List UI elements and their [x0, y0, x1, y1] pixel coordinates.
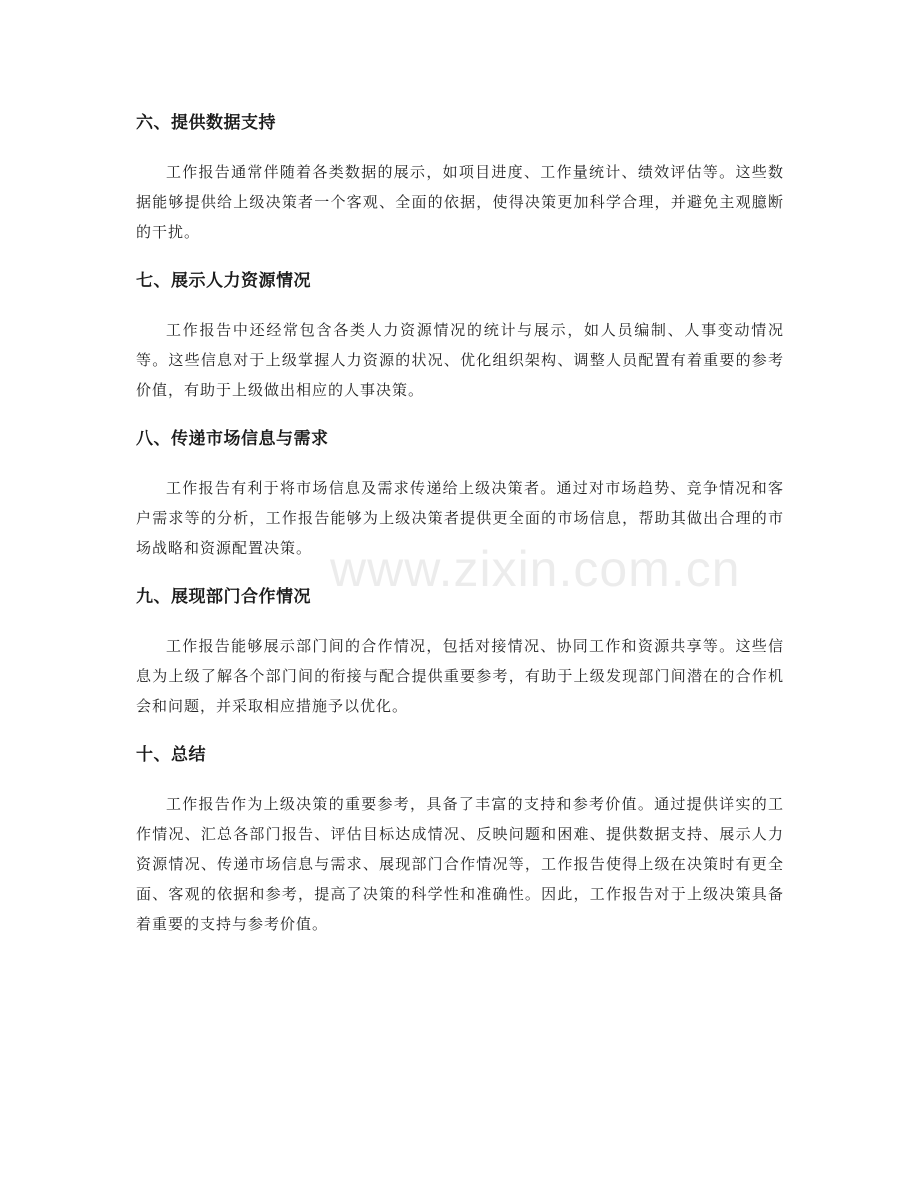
section-heading: 八、传递市场信息与需求	[136, 429, 329, 449]
section-paragraph: 工作报告能够展示部门间的合作情况，包括对接情况、协同工作和资源共享等。这些信息为上级了解各个部门间的衔接与配合提供重要参考，有助于上级发现部门间潜在的合作机会和问题，并采取相应措施予以优化。	[136, 637, 784, 715]
section-heading: 七、展示人力资源情况	[136, 271, 311, 291]
watermark-text: www.zixin.com.cn	[330, 541, 741, 597]
section-heading: 十、总结	[136, 745, 206, 765]
section-paragraph: 工作报告作为上级决策的重要参考，具备了丰富的支持和参考价值。通过提供详实的工作情况、汇总各部门报告、评估目标达成情况、反映问题和困难、提供数据支持、展示人力资源情况、传递市场信息与需求、展现部门合作情况等，工作报告使得上级在决策时有更全面、客观的依据和参考，提高了决策的科学性和准确性。因此，工作报告对于上级决策具备着重要的支持与参考价值。	[136, 795, 784, 933]
section-6	[136, 106, 784, 247]
section-8	[136, 422, 784, 563]
section-paragraph: 工作报告通常伴随着各类数据的展示，如项目进度、工作量统计、绩效评估等。这些数据能够提供给上级决策者一个客观、全面的依据，使得决策更加科学合理，并避免主观臆断的干扰。	[136, 163, 784, 241]
section-paragraph: 工作报告有利于将市场信息及需求传递给上级决策者。通过对市场趋势、竞争情况和客户需求等的分析，工作报告能够为上级决策者提供更全面的市场信息，帮助其做出合理的市场战略和资源配置决策。	[136, 479, 784, 557]
section-heading: 九、展现部门合作情况	[136, 587, 311, 607]
section-heading: 六、提供数据支持	[136, 113, 276, 133]
section-10	[136, 738, 784, 939]
section-7	[136, 264, 784, 405]
section-9	[136, 580, 784, 721]
section-paragraph: 工作报告中还经常包含各类人力资源情况的统计与展示，如人员编制、人事变动情况等。这些信息对于上级掌握人力资源的状况、优化组织架构、调整人员配置有着重要的参考价值，有助于上级做出相应的人事决策。	[136, 321, 784, 399]
document-content	[136, 106, 784, 956]
